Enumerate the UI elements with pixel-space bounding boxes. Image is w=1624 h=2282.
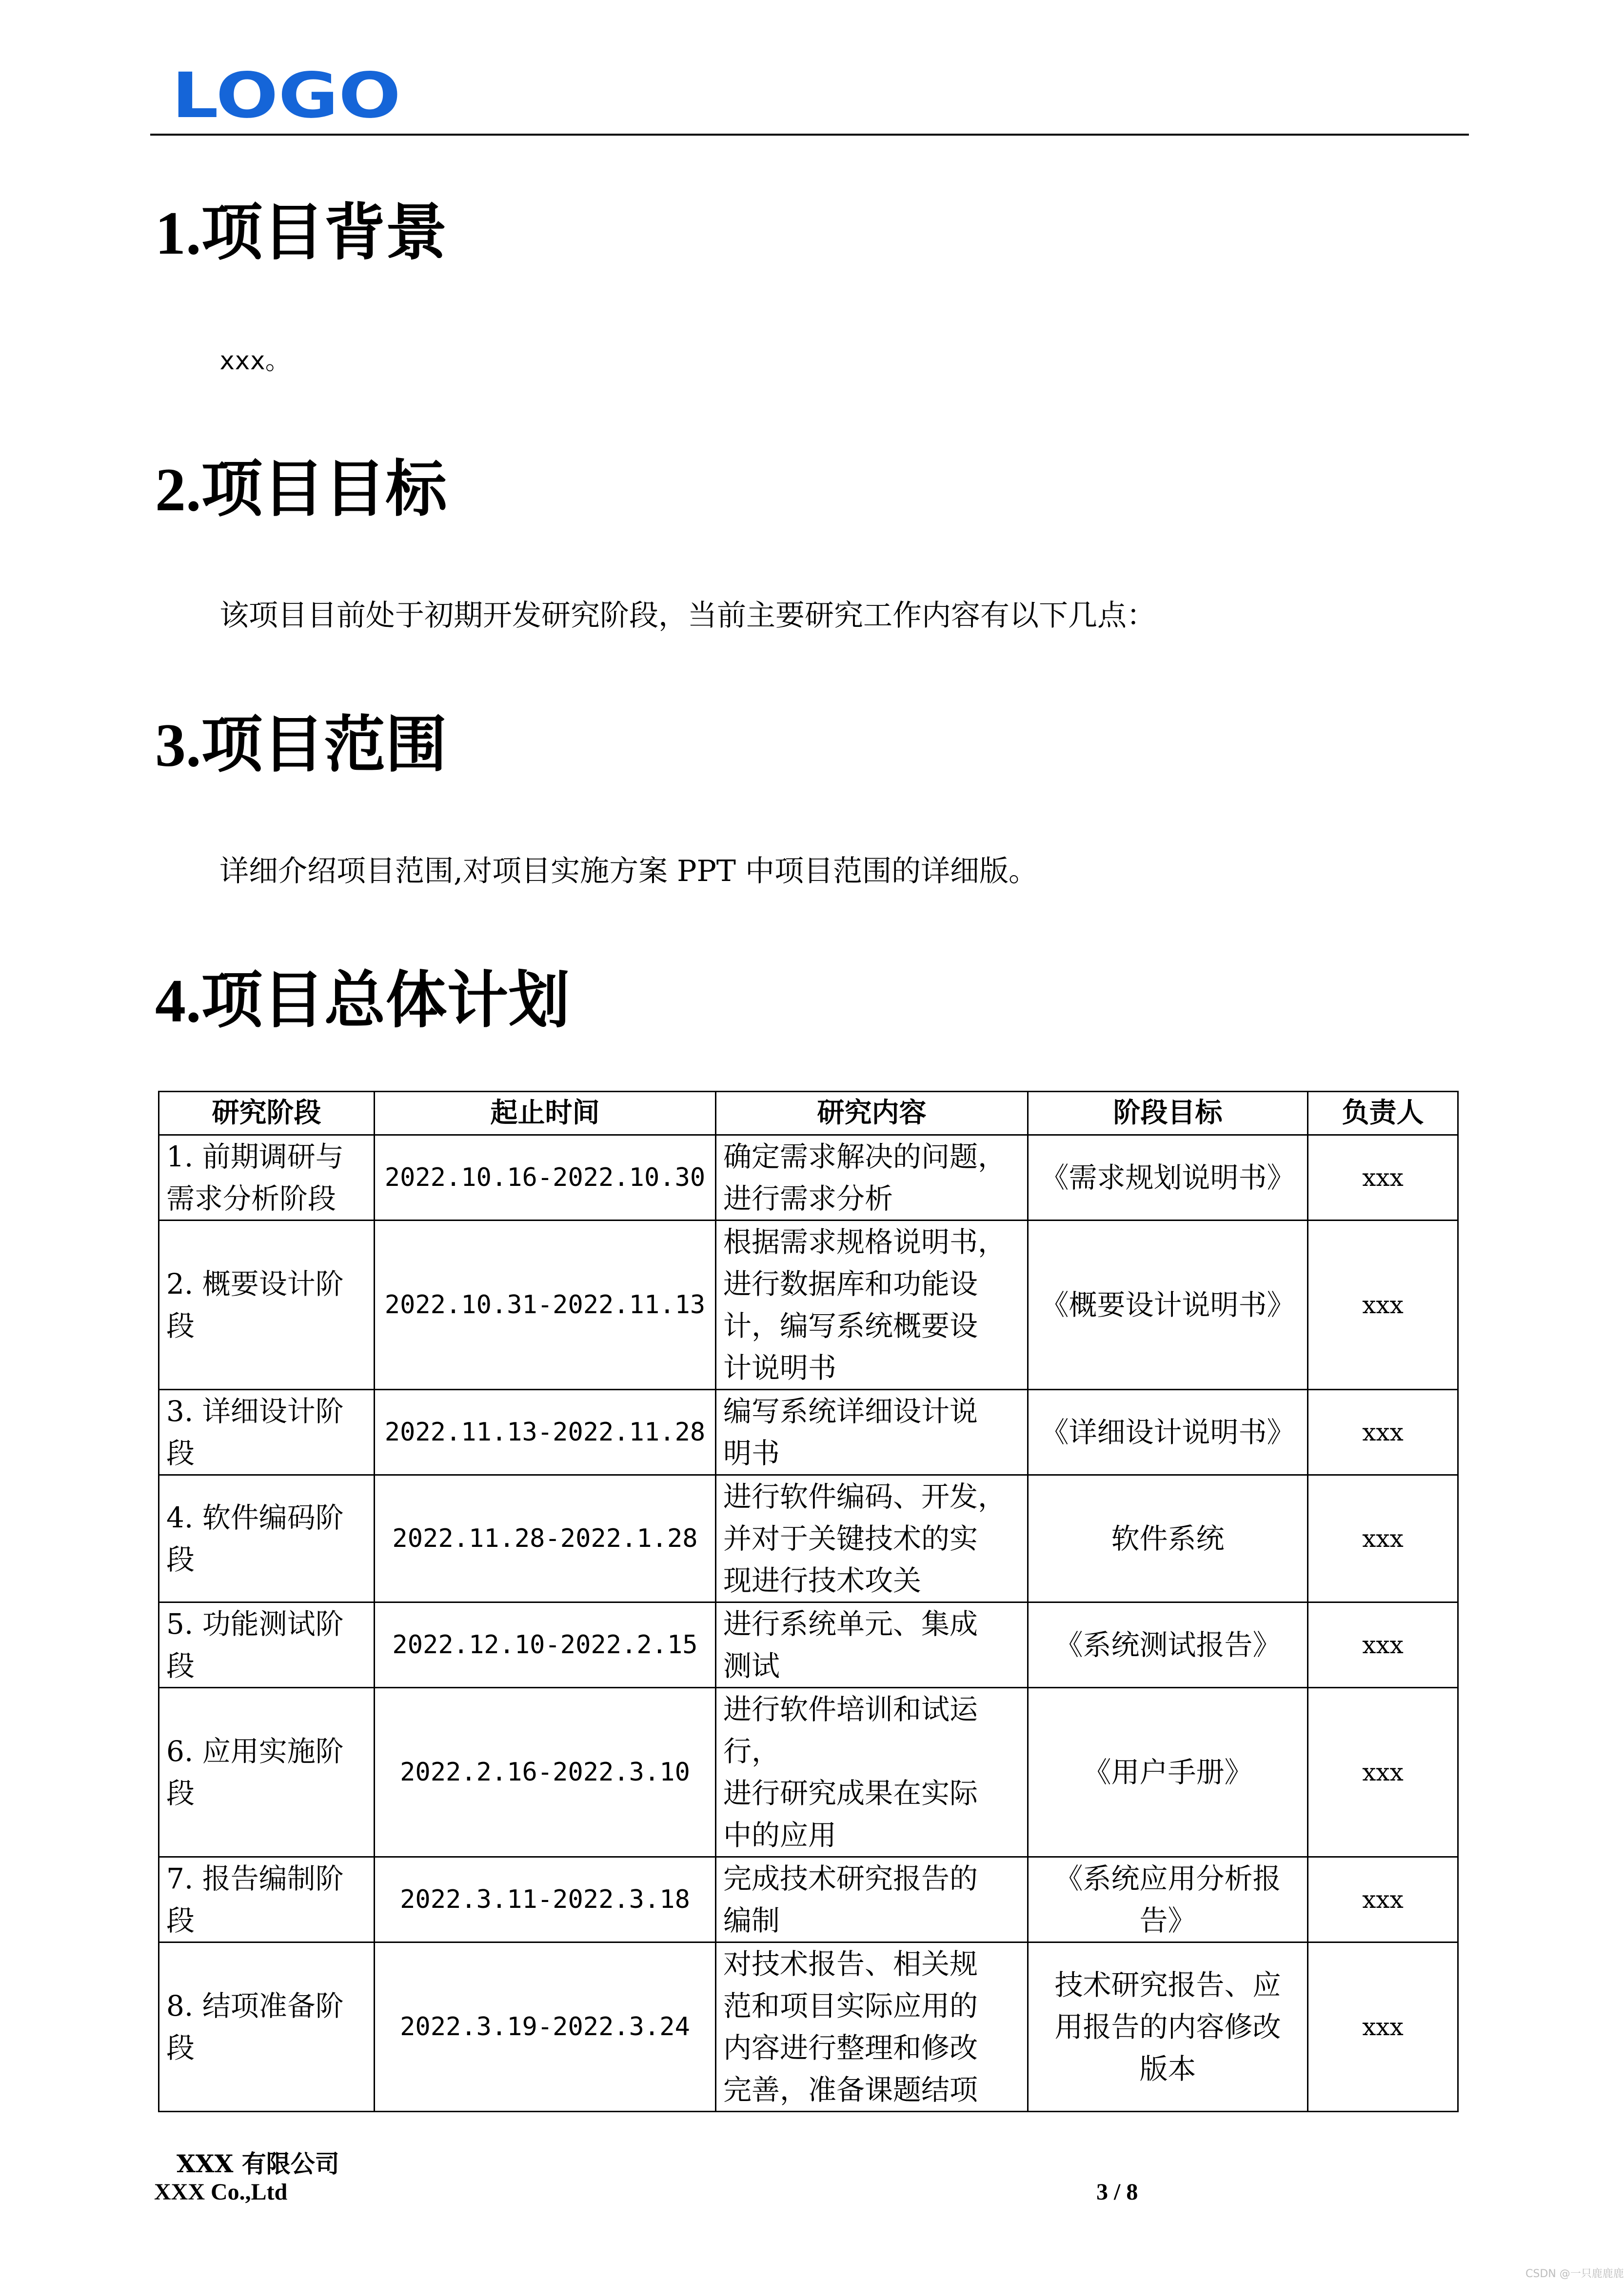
cell-line: 进行软件培训和试运	[723, 1693, 978, 1726]
section-number: 1.	[155, 200, 201, 267]
header-divider	[150, 134, 1469, 136]
cell-line: 段	[166, 1904, 195, 1937]
cell-line: 完成技术研究报告的	[723, 1862, 978, 1895]
table-row	[159, 1475, 1458, 1602]
section-title: 项目总体计划	[201, 964, 570, 1036]
content-cell	[716, 1602, 1028, 1688]
table-header-row	[159, 1092, 1458, 1135]
cell-line: 根据需求规格说明书，	[723, 1225, 1007, 1259]
phase-cell	[159, 1857, 375, 1942]
cell-line: 编制	[723, 1904, 780, 1937]
cell-line: 3. 详细设计阶	[166, 1395, 344, 1428]
phase-cell	[159, 1135, 375, 1221]
cell-line: 版本	[1139, 2052, 1196, 2085]
cell-line: 行，	[723, 1735, 780, 1768]
goal-cell	[1028, 1688, 1308, 1857]
table-row	[159, 1942, 1458, 2112]
page-number: 3 / 8	[1096, 2179, 1138, 2205]
logo-text: LOGO	[172, 60, 401, 132]
cell-line: 进行需求分析	[723, 1182, 893, 1215]
cell-line: 进行软件编码、开发，	[723, 1480, 1007, 1513]
content-cell	[716, 1390, 1028, 1475]
time-cell: 2022.2.16-2022.3.10	[375, 1688, 716, 1857]
footer-company-en: XXX Co.,Ltd	[154, 2179, 288, 2205]
goal-cell	[1028, 1475, 1308, 1602]
goal-cell	[1028, 1221, 1308, 1390]
content-cell	[716, 1688, 1028, 1857]
section-number: 4.	[155, 967, 201, 1035]
cell-line: 中的应用	[723, 1819, 837, 1852]
cell-line: 《系统测试报告》	[1054, 1628, 1281, 1661]
cell-line: 进行研究成果在实际	[723, 1777, 978, 1810]
cell-line: 《详细设计说明书》	[1040, 1416, 1295, 1449]
time-cell: 2022.12.10-2022.2.15	[375, 1602, 716, 1688]
owner-cell: xxx	[1308, 1688, 1458, 1857]
project-plan-table	[158, 1091, 1459, 2112]
table-row	[159, 1602, 1458, 1688]
cell-line: 计说明书	[723, 1351, 837, 1384]
cell-line: 测试	[723, 1649, 780, 1682]
cell-line: 内容进行整理和修改	[723, 2031, 978, 2064]
cell-line: 段	[166, 2031, 195, 2064]
cell-line: 对技术报告、相关规	[723, 1947, 978, 1981]
section-heading-2	[155, 453, 447, 527]
cell-line: 确定需求解决的问题，	[723, 1140, 1007, 1173]
time-cell: 2022.3.11-2022.3.18	[375, 1857, 716, 1942]
content-cell	[716, 1135, 1028, 1221]
cell-line: 段	[166, 1543, 195, 1576]
cell-line: 进行系统单元、集成	[723, 1607, 978, 1641]
cell-line: 《用户手册》	[1083, 1756, 1253, 1789]
section-number: 2.	[155, 456, 201, 524]
cell-line: 《系统应用分析报	[1054, 1862, 1281, 1895]
cell-line: 段	[166, 1437, 195, 1470]
watermark: CSDN @一只鹿鹿鹿	[1525, 2268, 1624, 2280]
cell-line: 软件系统	[1111, 1522, 1225, 1555]
cell-line: 6. 应用实施阶	[166, 1735, 344, 1768]
cell-line: 技术研究报告、应	[1054, 1968, 1281, 2002]
cell-line: 现进行技术攻关	[723, 1564, 922, 1597]
section-3-text: 详细介绍项目范围,对项目实施方案 PPT 中项目范围的详细版。	[219, 854, 1038, 888]
cell-line: 《概要设计说明书》	[1040, 1288, 1295, 1321]
phase-cell	[159, 1942, 375, 2112]
section-heading-3	[155, 708, 447, 782]
content-cell	[716, 1942, 1028, 2112]
cell-line: 计，编写系统概要设	[723, 1309, 978, 1342]
column-header: 研究内容	[716, 1092, 1028, 1135]
cell-line: 8. 结项准备阶	[166, 1989, 344, 2022]
owner-cell: xxx	[1308, 1475, 1458, 1602]
table-row	[159, 1857, 1458, 1942]
cell-line: 5. 功能测试阶	[166, 1607, 344, 1641]
table-row	[159, 1688, 1458, 1857]
cell-line: 段	[166, 1309, 195, 1342]
content-cell	[716, 1221, 1028, 1390]
content-cell	[716, 1475, 1028, 1602]
cell-line: 告》	[1139, 1904, 1196, 1937]
section-title: 项目目标	[201, 453, 447, 525]
time-cell: 2022.3.19-2022.3.24	[375, 1942, 716, 2112]
section-heading-4	[155, 964, 570, 1038]
section-1-text: xxx。	[219, 346, 291, 376]
company-logo	[172, 60, 406, 132]
content-cell	[716, 1857, 1028, 1942]
cell-line: 需求分析阶段	[166, 1182, 337, 1215]
cell-line: 《需求规划说明书》	[1040, 1161, 1295, 1194]
phase-cell	[159, 1390, 375, 1475]
cell-line: 7. 报告编制阶	[166, 1862, 344, 1895]
section-heading-1	[155, 196, 447, 270]
column-header: 研究阶段	[159, 1092, 375, 1135]
phase-cell	[159, 1475, 375, 1602]
cell-line: 并对于关键技术的实	[723, 1522, 978, 1555]
cell-line: 进行数据库和功能设	[723, 1267, 978, 1301]
owner-cell: xxx	[1308, 1857, 1458, 1942]
column-header: 负责人	[1308, 1092, 1458, 1135]
owner-cell: xxx	[1308, 1602, 1458, 1688]
table-row	[159, 1390, 1458, 1475]
section-title: 项目背景	[201, 197, 447, 268]
phase-cell	[159, 1688, 375, 1857]
goal-cell	[1028, 1942, 1308, 2112]
owner-cell: xxx	[1308, 1135, 1458, 1221]
goal-cell	[1028, 1602, 1308, 1688]
cell-line: 编写系统详细设计说	[723, 1395, 978, 1428]
cell-line: 2. 概要设计阶	[166, 1267, 344, 1301]
cell-line: 1. 前期调研与	[166, 1140, 344, 1173]
time-cell: 2022.10.16-2022.10.30	[375, 1135, 716, 1221]
column-header: 阶段目标	[1028, 1092, 1308, 1135]
time-cell: 2022.10.31-2022.11.13	[375, 1221, 716, 1390]
table-row	[159, 1135, 1458, 1221]
time-cell: 2022.11.13-2022.11.28	[375, 1390, 716, 1475]
goal-cell	[1028, 1390, 1308, 1475]
phase-cell	[159, 1602, 375, 1688]
column-header: 起止时间	[375, 1092, 716, 1135]
cell-line: 用报告的内容修改	[1054, 2010, 1281, 2043]
cell-line: 完善，准备课题结项	[723, 2073, 978, 2106]
owner-cell: xxx	[1308, 1221, 1458, 1390]
section-title: 项目范围	[201, 709, 447, 781]
phase-cell	[159, 1221, 375, 1390]
goal-cell	[1028, 1857, 1308, 1942]
table-row	[159, 1221, 1458, 1390]
time-cell: 2022.11.28-2022.1.28	[375, 1475, 716, 1602]
section-number: 3.	[155, 712, 201, 780]
cell-line: 段	[166, 1649, 195, 1682]
cell-line: 段	[166, 1777, 195, 1810]
goal-cell	[1028, 1135, 1308, 1221]
owner-cell: xxx	[1308, 1942, 1458, 2112]
cell-line: 4. 软件编码阶	[166, 1501, 344, 1534]
cell-line: 范和项目实际应用的	[723, 1989, 978, 2022]
footer-company-cn: XXX 有限公司	[177, 2149, 339, 2178]
section-2-text: 该项目目前处于初期开发研究阶段，当前主要研究工作内容有以下几点：	[219, 599, 1156, 633]
owner-cell: xxx	[1308, 1390, 1458, 1475]
cell-line: 明书	[723, 1437, 780, 1470]
